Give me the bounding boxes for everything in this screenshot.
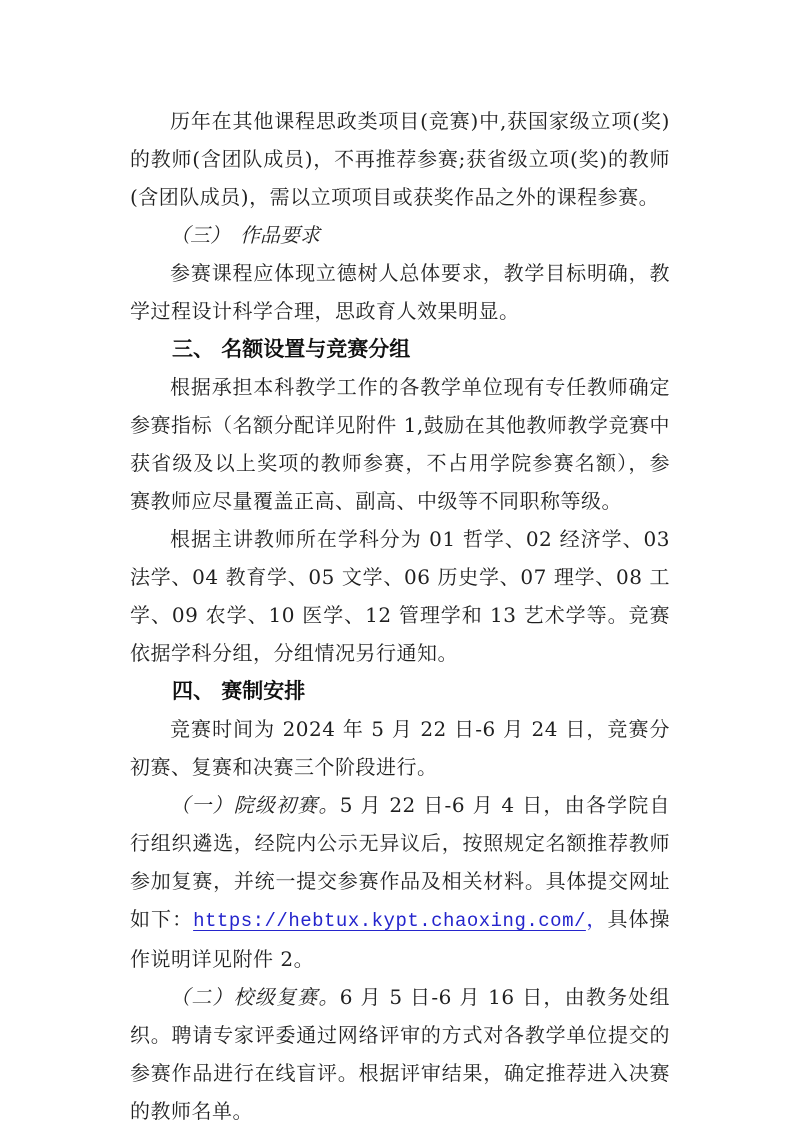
round1-link-comma: ， xyxy=(585,907,608,931)
heading-section-schedule: 四、 赛制安排 xyxy=(172,679,306,703)
paragraph-quota-allocation: 根据承担本科教学工作的各教学单位现有专任教师确定参赛指标（名额分配详见附件 1,鼓励在其他教师教学竞赛中获省级及以上奖项的教师参赛，不占用学院参赛名额），参赛教师应尽量覆盖正高、副高、中级等不同职称等级。 xyxy=(130,375,670,513)
paragraph-subject-groups: 根据主讲教师所在学科分为 01 哲学、02 经济学、03 法学、04 教育学、05 文学、06 历史学、07 理学、08 工学、09 农学、10 医学、12 管理学和 13 艺术学等。竞赛依据学科分组，分组情况另行通知。 xyxy=(130,527,670,665)
paragraph-competition-time: 竞赛时间为 2024 年 5 月 22 日-6 月 24 日，竞赛分初赛、复赛和决赛三个阶段进行。 xyxy=(130,717,670,779)
paragraph-prior-projects-rule: 历年在其他课程思政类项目(竞赛)中,获国家级立项(奖)的教师(含团队成员)，不再推荐参赛;获省级立项(奖)的教师(含团队成员)，需以立项项目或获奖作品之外的课程参赛。 xyxy=(130,109,670,209)
round1-body-text: 5 月 22 日-6 月 4 日，由各学院自行组织遴选，经院内公示无异议后，按照规定名额推荐教师参加复赛，并统一提交参赛作品及相关材料。具体提交网址如下： xyxy=(130,793,671,931)
paragraph-round2-semifinal xyxy=(130,978,670,1130)
paragraph-works-requirements: 参赛课程应体现立德树人总体要求，教学目标明确，教学过程设计科学合理，思政育人效果明显。 xyxy=(130,261,670,323)
paragraph-round1-preliminary xyxy=(130,786,670,978)
submission-url-link[interactable]: https://hebtux.kypt.chaoxing.com/ xyxy=(193,910,586,932)
round2-body-text: 6 月 5 日-6 月 16 日，由教务处组织。聘请专家评委通过网络评审的方式对各教学单位提交的参赛作品进行在线盲评。根据评审结果，确定推荐进入决赛的教师名单。 xyxy=(130,985,671,1123)
heading-section-quota-and-grouping: 三、 名额设置与竞赛分组 xyxy=(172,337,411,361)
round1-lead-in: （一）院级初赛。 xyxy=(170,793,340,817)
round2-lead-in: （二）校级复赛。 xyxy=(170,985,340,1009)
heading-item-works-requirements: （三） 作品要求 xyxy=(170,223,320,247)
round1-after-link-text: 具体操作说明详见附件 2。 xyxy=(130,907,671,971)
